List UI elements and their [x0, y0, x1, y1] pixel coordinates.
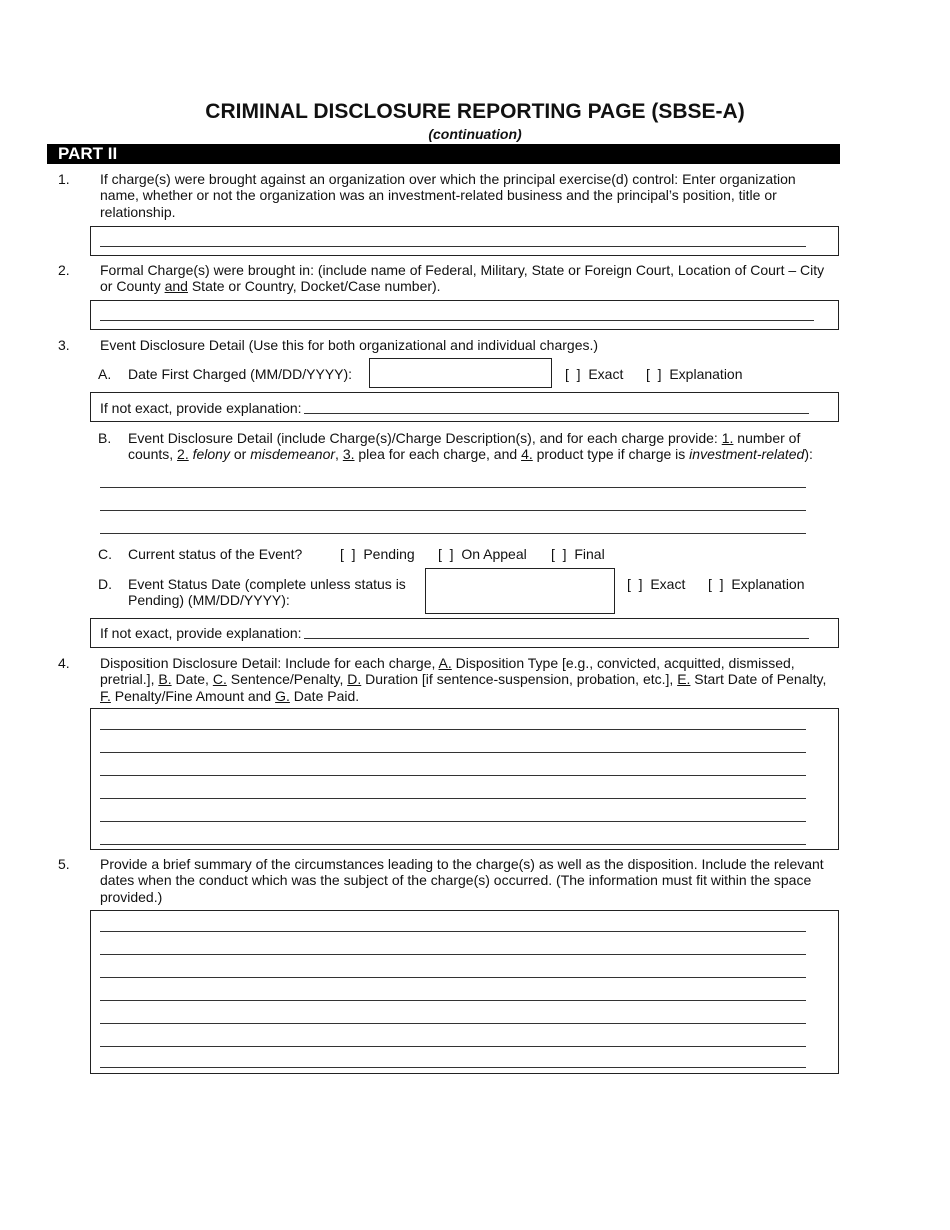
answer-line: [100, 844, 806, 845]
answer-line[interactable]: [100, 510, 806, 511]
event-status-date-input[interactable]: [425, 568, 615, 614]
answer-line: [100, 1000, 806, 1001]
date-first-charged-exact-checkbox[interactable]: [ ] Exact: [565, 366, 624, 382]
current-status-label: Current status of the Event?: [128, 546, 303, 562]
item3b-letter: B.: [98, 430, 112, 446]
answer-line: [100, 931, 806, 932]
answer-line: [304, 413, 809, 414]
if-not-exact-label: If not exact, provide explanation:: [100, 625, 302, 641]
answer-line: [100, 954, 806, 955]
item5-instructions: Provide a brief summary of the circumstances leading to the charge(s) as well as the disposition. Include the relevant dates when the conduct which was the subject of the charge(s) occurred. (The information must fit within the space provided.): [100, 856, 824, 905]
organization-answer-box[interactable]: [90, 226, 839, 256]
item1-number: 1.: [58, 171, 70, 187]
answer-line: [304, 638, 809, 639]
date-first-charged-explanation-checkbox[interactable]: [ ] Explanation: [646, 366, 743, 382]
date-first-charged-label: Date First Charged (MM/DD/YYYY):: [128, 366, 353, 382]
answer-line: [100, 798, 806, 799]
answer-line: [100, 1046, 806, 1047]
item3-instructions: Event Disclosure Detail (Use this for both organizational and individual charges.): [100, 337, 599, 353]
item5-number: 5.: [58, 856, 70, 872]
date-first-charged-input[interactable]: [369, 358, 552, 388]
status-final-checkbox[interactable]: [ ] Final: [551, 546, 605, 562]
event-status-explanation-checkbox[interactable]: [ ] Explanation: [708, 576, 805, 592]
answer-line: [100, 729, 806, 730]
if-not-exact-label: If not exact, provide explanation:: [100, 400, 302, 416]
answer-line: [100, 320, 814, 321]
item3-number: 3.: [58, 337, 70, 353]
item3c-letter: C.: [98, 546, 112, 562]
status-pending-checkbox[interactable]: [ ] Pending: [340, 546, 415, 562]
answer-line[interactable]: [100, 533, 806, 534]
answer-line: [100, 977, 806, 978]
event-disclosure-detail-instructions: Event Disclosure Detail (include Charge(s)/Charge Description(s), and for each charge provide: 1. number of counts, 2. felony or misdemeanor, 3. plea for each charge, and 4. product type if charge is investment-related):: [128, 430, 813, 463]
page-subtitle: (continuation): [428, 126, 522, 142]
answer-line: [100, 1067, 806, 1068]
status-on-appeal-checkbox[interactable]: [ ] On Appeal: [438, 546, 527, 562]
answer-line[interactable]: [100, 487, 806, 488]
item4-number: 4.: [58, 655, 70, 671]
item3d-letter: D.: [98, 576, 112, 592]
item1-instructions: If charge(s) were brought against an organization over which the principal exercise(d) control: Enter organization name, whether or not the organization was an investment-related business and the principal’s position, title or relationship.: [100, 171, 796, 220]
answer-line: [100, 246, 806, 247]
event-status-date-label-line2: Pending) (MM/DD/YYYY):: [128, 592, 290, 608]
event-status-exact-checkbox[interactable]: [ ] Exact: [627, 576, 686, 592]
item2-number: 2.: [58, 262, 70, 278]
formal-charges-answer-box[interactable]: [90, 300, 839, 330]
item2-instructions: Formal Charge(s) were brought in: (include name of Federal, Military, State or Foreign Court, Location of Court – City or County and State or Country, Docket/Case number).: [100, 262, 825, 295]
answer-line: [100, 1023, 806, 1024]
answer-line: [100, 752, 806, 753]
answer-line: [100, 821, 806, 822]
page-title: CRIMINAL DISCLOSURE REPORTING PAGE (SBSE-A): [205, 100, 745, 123]
event-status-date-label-line1: Event Status Date (complete unless status is: [128, 576, 406, 592]
item3a-letter: A.: [98, 366, 112, 382]
part-header: PART II: [47, 144, 840, 164]
summary-box[interactable]: [90, 910, 839, 1074]
answer-line: [100, 775, 806, 776]
item4-instructions: Disposition Disclosure Detail: Include for each charge, A. Disposition Type [e.g., convicted, acquitted, dismissed, pretrial.], B. Date, C. Sentence/Penalty, D. Duration [if sentence-suspension, probation, etc.], E. Start Date of Penalty, F. Penalty/Fine Amount and G. Date Paid.: [100, 655, 827, 704]
